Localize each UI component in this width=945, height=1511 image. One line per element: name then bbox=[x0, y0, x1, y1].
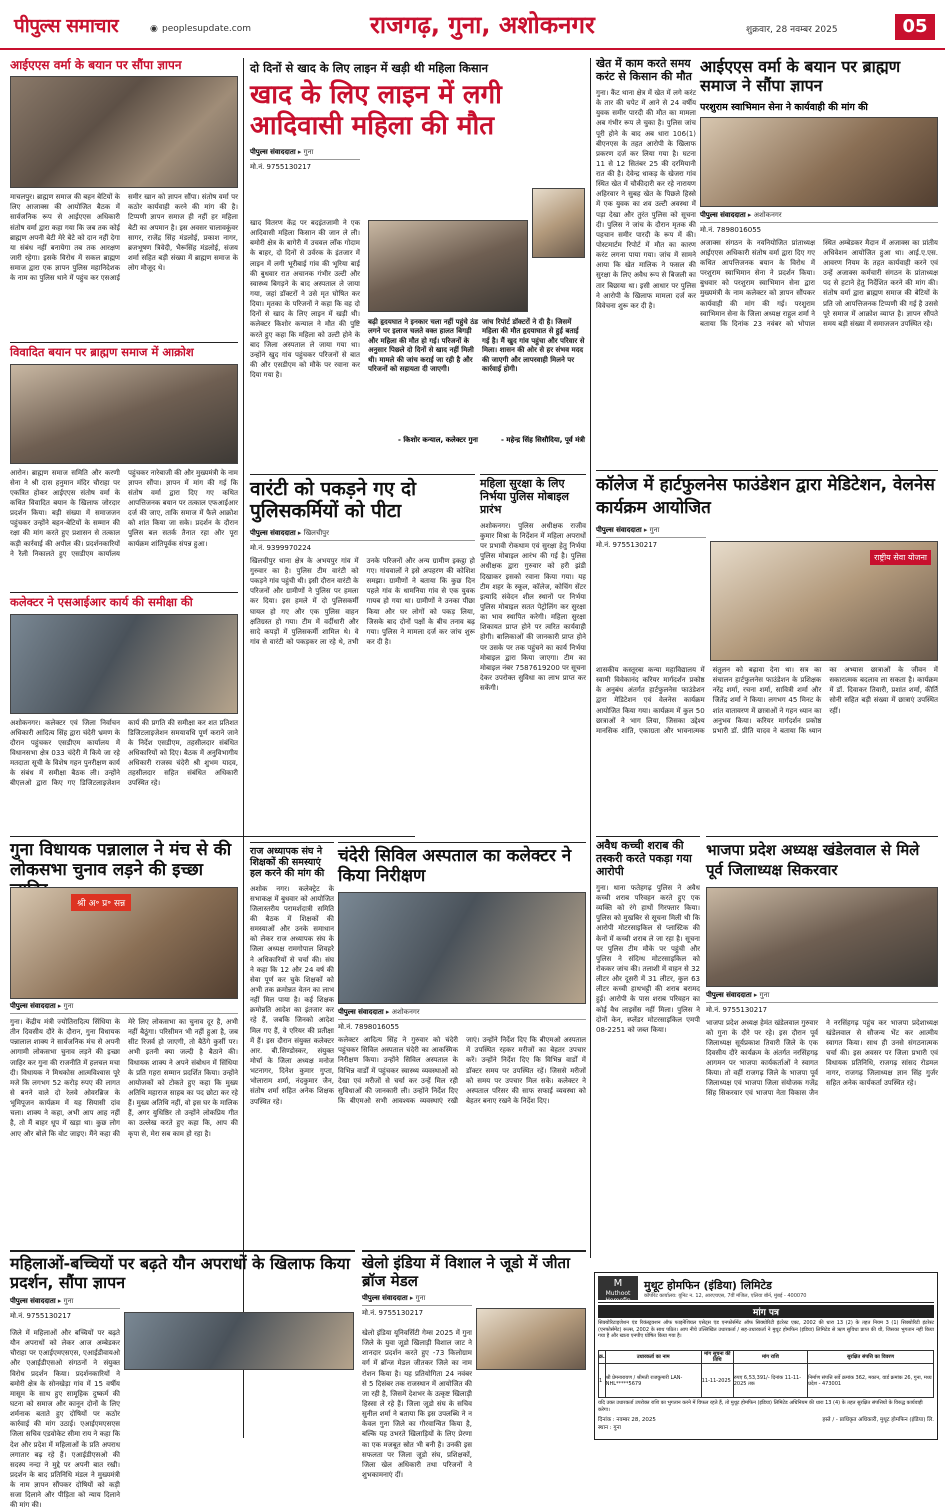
article-body: गुना। केंद्रीय मंत्री ज्योतिरादित्य सिंधिया के तीन दिवसीय दौरे के दौरान, गुना विधायक पन्नालाल शाक्य ने सार्वजनिक मंच से अपनी आगामी लोकसभा चुनाव लड़ने की इच्छा जाहिर कर गुना की राजनीति में हलचल मचा दी। विधायक ने मिथकोस आत्मविश्वास पूरे मजे कि लगभग 52 करोड़ रुपए की लागत से बनने वाले दो रेलवे ओवरब्रिज के भूमिपूजन कार्यक्रम में यह सियासी दांव चला। शाक्य ने कहा, अभी आप आह नहीं है, तो मैं बाहर धूप में खड़ा था। कुछ लोग आए और बोले कि वोट जाइए। मैंने कहा की मेरे लिए लोकसभा का चुनाव दूर है, अभी नहीं बैठूंगा। परिसीमन भी नहीं हुआ है, जब सीट रिजर्व हो जाएगी, तो बैठेंगे कुर्सी पर। अभी इतनी क्या जल्दी है बैठाने की। विधायक शाक्य ने अपने संबोधन में सिंधिया के प्रति गहरा सम्मान प्रदर्शित किया। उन्होंने आयोजकों को टोकते हुए कहा कि मुख्य अतिथि महाराज साहब का पद छोटा कर रहे हैं। मुख्य अतिथि नहीं, वो इस घर के मालिक हैं, अगर युधिष्ठिर तो उन्होंने लोकप्रिय गीत का उल्लेख करते हुए कहा कि, आप की कृपा से, मेरा सब काम हो रहा है। bbox=[10, 1018, 238, 1138]
reporter: पीपुल्स संवाददाता bbox=[250, 147, 296, 156]
masthead-region: राजगढ़, गुना, अशोकनगर bbox=[370, 11, 595, 39]
headline: राज अध्यापक संघ ने शिक्षकों की समस्याएं हल करने की मांग की bbox=[250, 846, 325, 880]
headline: गुना विधायक पन्नालाल ने मंच से की लोकसभा चुनाव लड़ने की इच्छा bbox=[10, 840, 232, 881]
ad-place: स्थान : गुना bbox=[598, 1425, 621, 1431]
byline: पीपुल्स संवाददाता ▸ अशोकनगर bbox=[700, 211, 938, 223]
ad-table-cell: 11-11-2025 bbox=[701, 1364, 733, 1398]
ad-intro: सिक्योरिटाइजेशन एंड रिकंस्ट्रक्शन ऑफ फाइनेंशियल एसेट्स एंड एनफोर्समेंट ऑफ सिक्योरिटी इंटरेस्ट एक्ट, 2002 की धारा 13 (2) के तहत नियम 3 (1) सिक्योरिटी इंटरेस्ट (एनफोर्समेंट) रूल्स, 2002 के साथ पठित। आप नीचे उल्लिखित उधारकर्ता / सह-उधारकर्ता ने मुथूट होमफिन (इंडिया) लिमिटेड से ऋण सुविधा प्राप्त की थी, जिसका भुगतान नहीं किया गया है और खाता एनपीए घोषित किया गया है। bbox=[598, 1320, 934, 1339]
place: गुना bbox=[63, 1296, 74, 1305]
mobile-number: मो.नं. 9399970224 bbox=[250, 543, 312, 552]
reporter: पीपुल्स संवाददाता bbox=[596, 525, 642, 534]
byline: पीपुल्स संवाददाता ▸ गुना bbox=[596, 526, 706, 538]
byline: पीपुल्स संवाददाता ▸ गुना bbox=[10, 1297, 120, 1309]
masthead-logo: पीपुल्स समाचार bbox=[14, 15, 119, 37]
article-body: गुना। कैंट थाना क्षेत्र में खेत में लगे करंट के तार की चपेट में आने से 24 वर्षीय युवक समीर पारदी की मौत का मामला अब गंभीर रूप ले चुका है। पुलिस जांच पूरी होने के बाद अब धारा 106(1) बीएनएस के तहत आरोपी के खिलाफ प्रकरण दर्ज कर लिया गया है। घटना 11 से 12 सितंबर 25 की दरमियानी रात की है। देवेन्द्र धाकड़ के खेजरा गांव स्थित खेत में चौकीदारी कर रहे नारायण अहिरवार ने सुबह खेत के पिछले हिस्से में एक युवक का शव उल्टी अवस्था में पड़ा देखा और तुरंत पुलिस को सूचना दी। पुलिस ने जांच के दौरान मृतक की पहचान समीर पारदी के रूप में की। पोस्टमार्टम रिपोर्ट में मौत का कारण करंट लगना पाया गया। जांच में सामने आया कि खेत मालिक ने फसल की सुरक्षा के लिए अवैध रूप से बिजली का तार बिछाया था। इसी आधार पर पुलिस ने आरोपी के खिलाफ मामला दर्ज कर विवेचना शुरू कर दी है। bbox=[596, 88, 696, 310]
article-body: माचलपुर। ब्राह्मण समाज की बहन बेटियों के लिए आजाक्स की आयोजित बैठक में सार्वजनिक रूप से आईएएस अधिकारी संतोष वर्मा द्वारा कहा गया कि जब तक कोई ब्राह्मण अपनी बेटी मेरे बेटे को दान नहीं देगा या संबंध नहीं बनायेगा तब तक आरक्षण जारी रहेगा। इसके विरोध में सकल ब्राह्मण समाज द्वारा एक ज्ञापन पुलिस महानिदेशक के नाम का पुलिस थाने में पहुंच कर एसआई समीर खान को ज्ञापन सौंपा। संतोष वर्मा पर कठोर कार्यवाही करने की मांग की है। टिप्पणी ज्ञापन समाज ही नहीं हर महिला बेटी का अपमान है। इस अवसर चालावकूंवर सागर, राजेंद्र सिंह मंडलोई, प्रकाश नागर, ब्रजभूषण त्रिवेदी, भैरूसिंह मंडलोई, संजय शर्मा सहित बड़ी संख्या में ब्राह्मण समाज के लोग मौजूद थे। bbox=[10, 193, 238, 283]
ad-table-header: क्र. bbox=[599, 1351, 606, 1364]
mobile-number: मो.नं. 7898016055 bbox=[338, 1023, 400, 1032]
ad-table-header: उधारकर्ता का नाम bbox=[605, 1351, 701, 1364]
article-farmer-killed-current bbox=[596, 58, 696, 463]
subheadline: परशुराम स्वाभिमान सेना ने कार्यवाही की मांग की bbox=[700, 101, 868, 113]
ad-table bbox=[598, 1350, 934, 1398]
article-electrocution bbox=[475, 398, 585, 470]
article-teachers-demand bbox=[250, 842, 334, 1246]
reporter: पीपुल्स संवाददाता bbox=[700, 210, 746, 219]
masthead-date: शुक्रवार, 28 नवम्बर 2025 bbox=[746, 25, 838, 35]
ad-table-header: मांग सूचना की तिथि bbox=[701, 1351, 733, 1364]
news-photo bbox=[10, 76, 238, 188]
news-photo bbox=[368, 220, 528, 312]
article-body: अशोक नगर। कलेक्ट्रेट के सभाकक्ष में बुधवार को आयोजित जिलास्तरीय परामर्शदात्री समिति की बैठक में शिक्षकों की समस्याओं और उनके समाधान को लेकर राज अध्यापक संघ के जिला अध्यक्ष रामगोपाल शिवहरे ने अधिकारियों से चर्चा की। संघ ने कहा कि 12 और 24 वर्ष की सेवा पूर्ण कर चुके शिक्षकों को अभी तक क्रमोन्नत वेतन का लाभ नहीं मिल पाया है। कई शिक्षक क्रमोन्नति आदेश का इंतजार कर रहे हैं, जबकि जिनको आदेश मिल गए हैं, वे एरियर की प्रतीक्षा में हैं। इस दौरान संयुक्त कलेक्टर आर. बी.सिण्डोस्कर, संयुक्त मोर्चा के जिला अध्यक्ष मनोज भटनागर, दिनेश कुमार गुप्ता, भोलाराम शर्मा, नंदकुमार जैन, संतोष शर्मा सहित अनेक शिक्षक उपस्थित रहे। bbox=[250, 884, 334, 1106]
byline: पीपुल्स संवाददाता ▸ अशोकनगर bbox=[338, 1008, 586, 1020]
news-photo bbox=[700, 117, 938, 207]
quote-author: - महेन्द्र सिंह सिसौदिया, पूर्व मंत्री bbox=[500, 436, 585, 444]
article-body: शासकीय कस्तूरबा कन्या महाविद्यालय में स्वामी विवेकानंद करियर मार्गदर्शन प्रकोष्ठ के अनुबंध अंतर्गत हार्टफुलनेस फाउंडेशन द्वारा मेडिटेशन एवं वेलनेस कार्यक्रम आयोजित किया गया। कार्यक्रम में कुल 50 छात्राओं ने भाग लिया, जिसका उद्देश्य मानसिक शांति, एकाग्रता और भावनात्मक संतुलन को बढ़ावा देना था। सत्र का संचालन हार्टफुलनेस फाउंडेशन के प्रशिक्षक नरेंद्र शर्मा, रचना शर्मा, सावित्री शर्मा और जितेंद्र शर्मा ने किया। लगभग 45 मिनट के शांत वातावरण में छात्राओं ने गहन ध्यान का अनुभव किया। करियर मार्गदर्शन प्रकोष्ठ प्रभारी डॉ. प्रीति यादव ने बताया कि ध्यान का अभ्यास छात्राओं के जीवन में सकारात्मक बदलाव ला सकता है। कार्यक्रम में डॉ. दिवाकर तिवारी, प्रशांत शर्मा, कीर्ति सोनी सहित बड़ी संख्या में छात्राएं उपस्थित रहीं। bbox=[596, 666, 938, 735]
mobile-number: मो.नं. 7898016055 bbox=[700, 225, 762, 234]
reporter: पीपुल्स संवाददाता bbox=[250, 528, 296, 537]
ad-logo: M Muthoot Homefin bbox=[598, 1276, 638, 1300]
ad-table-cell: रुपए 6,53,391/- दिनांक 11-11-2025 तक bbox=[733, 1364, 807, 1398]
article-body: गुना। थाना फतेहगढ़ पुलिस ने अवैध कच्ची शराब परिवहन करते हुए एक व्यक्ति को रंगे हाथों गिरफ्तार किया। पुलिस को मुखबिर से सूचना मिली थी कि आरोपी मोटरसाइकिल से प्लास्टिक की केनों में कच्ची शराब ले जा रहा है। सूचना पर पुलिस टीम मौके पर पहुंची और पुलिस ने संदिग्ध मोटरसाइकिल को रोककर जांच की। तलाशी में वाहन से 32 लीटर और दूसरी में 31 लीटर, कुल 63 लीटर कच्ची हाथभट्टी की शराब बरामद हुई। आरोपी के पास शराब परिवहन का कोई वैध लाइसेंस नहीं मिला। पुलिस ने दोनों केन, स्प्लेंडर मोटरसाइकिल एमपी 08-2251 को जब्त किया। bbox=[596, 883, 700, 1034]
kicker: दो दिनों से खाद के लिए लाइन में खड़ी थी महिला किसान bbox=[250, 61, 489, 75]
place: गुना bbox=[759, 990, 770, 999]
byline: पीपुल्स संवाददाता ▸ खिलचीपुर bbox=[250, 529, 475, 541]
reporter: पीपुल्स संवाददाता bbox=[338, 1008, 384, 1017]
photo-banner: राष्ट्रीय सेवा योजना bbox=[870, 550, 931, 565]
news-photo bbox=[10, 887, 238, 999]
masthead-website: peoplesupdate.com bbox=[162, 24, 251, 34]
article-police-beaten bbox=[250, 474, 475, 836]
place: अशोकनगर bbox=[391, 1008, 420, 1017]
headline: भाजपा प्रदेश अध्यक्ष खंडेलवाल से मिले पूर्व जिलाध्यक्ष सिकरवार bbox=[706, 841, 920, 880]
mobile-number: मो.नं. 9755130217 bbox=[362, 1309, 424, 1318]
news-photo bbox=[124, 1312, 354, 1370]
headline: वारंटी को पकड़ने गए दो पुलिसकर्मियों को पीटा bbox=[250, 478, 417, 523]
place: गुना bbox=[415, 1294, 426, 1303]
article-body: खिलचीपुर थाना क्षेत्र के अभयपुर गांव में गुरुवार का है। पुलिस टीम वारंटी को पकड़ने गांव पहुंची थी। इसी दौरान वारंटी के परिजनों और ग्रामीणों ने पुलिस पर हमला कर दिया। इस हमले में दो पुलिसकर्मी घायल हो गए और एक पुलिस वाहन क्षतिग्रस्त हो गया। टीम में वर्दीधारी और सादे कपड़ों में पुलिसकर्मी शामिल थे। वे गांव से वारंटी को पकड़कर ला रहे थे, तभी उनके परिजनों और अन्य ग्रामीण इकट्ठा हो गए। गांववालों ने इसे अपहरण की कोशिश समझा। ग्रामीणों ने बताया कि कुछ दिन पहले गांव के धामनिया गांव से एक युवक गायब हो गया था। ग्रामीणों ने उनका पीछा किया और घर लोगों को पकड़ लिया, जिसके बाद दोनों पक्षों के बीच तनाव बढ़ गया। पुलिस ने मामला दर्ज कर जांच शुरू कर दी है। bbox=[250, 556, 475, 646]
headline: कॉलेज में हार्टफुलनेस फाउंडेशन द्वारा मेडिटेशन, वेलनेस कार्यक्रम आयोजित bbox=[596, 475, 935, 518]
headline: विवादित बयान पर ब्राह्मण समाज में आक्रोश bbox=[10, 345, 194, 359]
headline: अवैध कच्ची शराब की तस्करी करते पकड़ा गया आरोपी bbox=[596, 839, 692, 878]
portrait-photo bbox=[532, 188, 585, 258]
headline: आईएएस वर्मा के बयान पर ब्राह्मण समाज ने सौंपा ज्ञापन bbox=[700, 57, 901, 95]
byline: पीपुल्स संवाददाता ▸ गुना bbox=[706, 991, 938, 1003]
reporter: पीपुल्स संवाददाता bbox=[10, 1002, 56, 1010]
news-photo bbox=[710, 541, 938, 661]
ad-date: दिनांक : नवम्बर 28, 2025 bbox=[598, 1417, 656, 1423]
news-photo bbox=[476, 1308, 586, 1370]
article-body: जिले में महिलाओं और बच्चियों पर बढ़ते यौन अपराधों को लेकर आज अम्बेडकर चौराहा पर एआईएमएसएस, एआईडीवायओ और एआईडीएसओ संगठनों ने संयुक्त विरोध प्रदर्शन किया। प्रदर्शनकारियों ने बमोरी क्षेत्र के सोनखेड़ा गांव में 15 वर्षीय मासूम के साथ हुए सामूहिक दुष्कर्म की घटना को समाज और कानून दोनों के लिए शर्मनाक बताते हुए दोषियों पर कठोर कार्रवाई की मांग उठाई। एआईएमएसएस जिला सचिव एडवोकेट सीमा राय ने कहा कि देश और प्रदेश में महिलाओं के प्रति अपराध लगातार बढ़ रहे हैं। एआईडीएसओ की सदस्य नन्दा ने मुद्दे पर अपनी बात रखी। प्रदर्शन के बाद प्रतिनिधि मंडल ने मुख्यमंत्री के नाम ज्ञापन सौंपकर दोषियों को कड़ी सजा दिलाने और पीड़िता को न्याय दिलाने की मांग की। bbox=[10, 1329, 120, 1510]
page-number: 05 bbox=[895, 14, 935, 40]
photo-banner: श्री अ॰ प्र॰ सन्न bbox=[71, 894, 131, 911]
ad-table-cell: श्री प्रेमनारायण / श्रीमती राजकुमारी LAN- NHL*****5679 bbox=[605, 1364, 701, 1398]
place: गुना bbox=[63, 1002, 74, 1010]
headline: महिला सुरक्षा के लिए निर्भया पुलिस मोबाइल प्रारंभ bbox=[480, 477, 569, 516]
quote-text: बढ़ी हृदयघात ने इनकार चला नहीं पहुंचे ठंड लगने पर इलाज चलते वक्त हालत बिगड़ी और महिला की मौत हो गई। परिजनों के अनुसार पिछले दो दिनों से खाद नहीं मिली थी। मामले की जांच कराई जा रही है और परिजनों को सहायता दी जाएगी। bbox=[368, 318, 479, 374]
ad-subtext: कॉर्पोरेट कार्यालय: यूनिट न. 12, आरएचएस, 7वीं मंजिल, एलिया बॉर्न, मुंबई - 400070 bbox=[644, 1292, 807, 1299]
ad-signoff bbox=[598, 1415, 934, 1431]
headline: खेत में काम करते समय करंट से किसान की मौत bbox=[596, 57, 692, 83]
headline: आईएएस वर्मा के बयान पर सौंपा ज्ञापन bbox=[10, 58, 182, 72]
article-heartfulness bbox=[596, 470, 938, 832]
headline: कलेक्टर ने एसआईआर कार्य की समीक्षा की bbox=[10, 595, 193, 609]
column-rule bbox=[590, 58, 591, 1258]
article-ias-verma-memo bbox=[10, 58, 238, 338]
news-photo bbox=[706, 887, 938, 987]
ad-table-cell: 1 bbox=[599, 1364, 606, 1398]
byline: पीपुल्स संवाददाता ▸ गुना bbox=[10, 1002, 238, 1014]
reporter: पीपुल्स संवाददाता bbox=[362, 1294, 408, 1303]
article-body: खाद वितरण केंद्र पर बदइंतजामी ने एक आदिवासी महिला किसान की जान ले ली। बमोरी क्षेत्र के बागेरी में उचवल लाँक गोदाम के बाहर, दो दिनों से उर्वरक के इंतजार में लाइन में लगी भूरीबाई गांव की भूरिया बाई की बुधवार रात अचानक गंभीर उल्टी और स्वास्थ्य बिगड़ने के बाद अस्पताल ले जाया गया, जहां डॉक्टरों ने उसे मृत घोषित कर दिया। मृतका के परिजनों ने कहा कि वह दो दिनों से खाद के लिए लाइन में खड़ी थी। कलेक्टर किशोर कन्याल ने मौत की पुष्टि करते हुए कहा कि महिला को उल्टी होने के बाद जिला अस्पताल ले जाया गया था। उन्होंने खुद गांव पहुंचकर परिजनों से बात की और एसडीएम को मौके पर रवाना कर दिया गया है। bbox=[250, 219, 360, 380]
ad-title: मांग पत्र bbox=[598, 1305, 934, 1318]
article-parshuram-sena bbox=[700, 58, 938, 463]
headline: महिलाओं-बच्चियों पर बढ़ते यौन अपराधों के खिलाफ किया प्रदर्शन, सौंपा ज्ञापन bbox=[10, 1254, 350, 1292]
quote-author: - किशोर कन्याल, कलेक्टर गुना bbox=[398, 436, 478, 444]
ad-company: मुथूट होमफिन (इंडिया) लिमिटेड bbox=[644, 1278, 772, 1292]
headline: चंदेरी सिविल अस्पताल का कलेक्टर ने किया निरीक्षण bbox=[338, 846, 572, 887]
article-body: अजाक्स संगठन के नवनियोजित प्रांताध्यक्ष आईएएस अधिकारी संतोष वर्मा द्वारा दिए गए कथित आपत्तिजनक बयान के विरोध में परशुराम स्वाभिमान सेना ने प्रदर्शन किया। बुधवार को परशुराम स्वाभिमान सेना द्वारा मुख्यमंत्री के नाम कलेक्टर को ज्ञापन सौंपकर कार्यवाही की मांग की गई। परशुराम स्वाभिमान सेना के जिला अध्यक्ष राहुल शर्मा ने बताया कि दिनांक 23 नवंबर को भोपाल स्थित अम्बेडकर मैदान में अजाक्स का प्रांतीय अधिवेशन आयोजित हुआ था। आई.ए.एस. आवरण नियम के तहत कार्यवाही करने एवं उन्हें अजाक्स कर्मचारी संगठन के प्रांताध्यक्ष पद से हटाने हेतु निर्देशित करने की मांग की। संतोष वर्मा द्वारा ब्राह्मण समाज की बेटियों के प्रति जो आपत्तिजनक टिप्पणी की गई है उससे पूरे समाज में आक्रोश व्याप्त है। ज्ञापन सौंपते समय बड़ी संख्या में समाजजन उपस्थित रहे। bbox=[700, 238, 938, 328]
mobile-number: मो.नं. 9755130217 bbox=[706, 1005, 768, 1014]
article-chanderi-hospital bbox=[338, 842, 586, 1246]
ad-table-cell: निर्माण संपत्ति सर्वे क्रमांक 362, मकान, वार्ड क्रमांक 26, गुना, मध्य प्रदेश - 473001 bbox=[808, 1364, 934, 1398]
ad-footer: यदि उक्त उधारकर्ता उपरोक्त राशि का भुगतान करने में विफल रहते हैं, तो मुथूट होमफिन (इंडिया) लिमिटेड अधिनियम की धारा 13 (4) के तहत सुरक्षित संपत्तियों के विरुद्ध कार्यवाही करेगा। bbox=[598, 1400, 923, 1413]
article-body: कलेक्टर आदित्य सिंह ने गुरुवार को चंदेरी पहुंचकर सिविल अस्पताल चंदेरी का आकस्मिक निरीक्षण किया। उन्होंने सिविल अस्पताल के विभिन्न वार्डों में पहुंचकर स्वास्थ्य व्यवस्थाओं को देखा एवं मरीजों से चर्चा कर उन्हें मिल रही सुविधाओं की जानकारी ली। उन्होंने निर्देश दिए कि बीएमओ सभी आवश्यक व्यवस्थाएं रखी जाएं। उन्होंने निर्देश दिए कि बीएमओ अस्पताल में उपस्थित रहकर मरीजों का बेहतर उपचार करें। उन्होंने निर्देश दिए कि विभिन्न वार्डों में डॉक्टर समय पर उपस्थित रहें। जिससे मरीजों को समय पर उपचार मिल सके। कलेक्टर ने अस्पताल परिसर की साफ सफाई व्यवस्था को बेहतर बनाए रखने के निर्देश दिए। bbox=[338, 1036, 586, 1105]
article-bjp-khandelwal bbox=[706, 836, 938, 1246]
headline: खेलो इंडिया में विशाल ने जूडो में जीता ब्रॉज मेडल bbox=[362, 1254, 570, 1290]
reporter: पीपुल्स संवाददाता bbox=[10, 1296, 56, 1305]
reporter: पीपुल्स संवाददाता bbox=[706, 990, 752, 999]
byline: पीपुल्स संवाददाता ▸ गुना bbox=[362, 1294, 472, 1306]
quote-box bbox=[368, 318, 478, 466]
news-photo bbox=[10, 614, 238, 714]
globe-icon: ◉ bbox=[150, 24, 158, 34]
article-collector-sir-review bbox=[10, 592, 238, 830]
place: गुना bbox=[649, 525, 660, 534]
ad-header bbox=[598, 1276, 934, 1303]
article-judo-bronze bbox=[362, 1250, 586, 1479]
advertisement-demand-notice bbox=[594, 1272, 938, 1440]
article-nirbhaya-mobile bbox=[480, 474, 586, 836]
article-body: खेलो इंडिया यूनिवर्सिटी गेम्स 2025 में गुना जिले के युवा जूडो खिलाड़ी विशाल जाट ने शानदार प्रदर्शन करते हुए -73 किलोग्राम वर्ग में ब्रॉन्ज मेडल जीतकर जिले का नाम रोशन किया है। यह प्रतियोगिता 24 नवंबर से 5 दिसंबर तक राजस्थान में आयोजित की जा रही है, जिसमें देशभर के उत्कृष्ट खिलाड़ी हिस्सा ले रहे हैं। जिला जूडो संघ के सचिव सुनील शर्मा ने बताया कि इस उपलब्धि ने न केवल गुना जिले का गौरवान्वित किया है, बल्कि यह उभरते खिलाड़ियों के लिए प्रेरणा का एक मजबूत स्रोत भी बनी है। उनकी इस सफलता पर जिला जूडो संघ, प्रशिक्षकों, जिला खेल अधिकारी तथा परिजनों ने शुभकामनाएं दीं। bbox=[362, 1329, 472, 1479]
ad-table-header: सुरक्षित संपत्ति का विवरण bbox=[808, 1351, 934, 1364]
article-body: आरोन। ब्राह्मण समाज समिति और करणी सेना ने श्री दास हनुमान मंदिर चौराहा पर एकत्रित होकर आईएएस संतोष वर्मा के कथित विवादित बयान के खिलाफ जोरदार प्रदर्शन किया। बड़ी संख्या में समाजजन पहुंचकर उन्होंने बहन-बेटियों के सम्मान की रक्षा की मांग करते हुए प्रशासन से तत्काल कड़ी कार्रवाई की अपील की। प्रदर्शनकारियों ने रैली निकालते हुए एसडीएम कार्यालय पहुंचकर नारेबाजी की और मुख्यमंत्री के नाम ज्ञापन सौंपा। ज्ञापन में मांग की गई कि संतोष वर्मा द्वारा दिए गए कथित आपत्तिजनक बयान पर तत्काल एफआईआर दर्ज की जाए, ताकि समाज में फैले आक्रोश को शांत किया जा सके। प्रदर्शन के दौरान पुलिस बल सतर्क तैनात रहा और पूरा कार्यक्रम शांतिपूर्वक संपन्न हुआ। bbox=[10, 468, 238, 558]
article-women-protest bbox=[10, 1250, 355, 1510]
ad-sign: हस्ते / - प्राधिकृत अधिकारी, मुथूट होमफिन (इंडिया) लि. bbox=[822, 1417, 934, 1423]
headline: खाद के लिए लाइन में लगी आदिवासी महिला की मौत bbox=[250, 79, 502, 141]
ad-table-header: मांग राशि bbox=[733, 1351, 807, 1364]
place: अशोकनगर bbox=[753, 210, 782, 219]
article-body: अशोकनगर। पुलिस अधीक्षक राजीव कुमार मिश्रा के निर्देशन में महिला अपराधों पर प्रभावी रोकथाम एवं सुरक्षा हेतु निर्भया पुलिस मोबाइल आरंभ की गई है। पुलिस अधीक्षक द्वारा गुरुवार को हरी झंडी दिखाकर इसको रवाना किया गया। यह टीम शहर के स्कूल, कॉलेज, कोचिंग सेंटर इत्यादि संवेदन शील स्थानों पर निर्भया पुलिस मोबाइल सतत पेट्रोलिंग कर सुरक्षा का भाव स्थापित करेगी। महिला सुरक्षा शिकायत प्राप्त होने पर त्वरित कार्यवाही होगी। बालिकाओं की जानकारी प्राप्त होने पर उसके पर तक पहुंचने का कार्य निर्भया मोबाइल द्वारा किया जाएगा। टीम का मोबाइल नंबर 7587619200 पर सूचना देकर उपरोक्त सुविधा का लाभ प्राप्त कर सकेंगी। bbox=[480, 521, 586, 693]
ad-company-block bbox=[644, 1278, 806, 1299]
article-body: अशोकनगर। कलेक्टर एवं जिला निर्वाचन अधिकारी आदित्य सिंह द्वारा चंदेरी भ्रमण के दौरान पहुंचकर एसडीएम कार्यालय में विधानसभा क्षेत्र 033 चंदेरी में किये जा रहे मतदाता सूची के विशेष गहन पुनरीक्षण कार्य के संबंध में समीक्षा बैठक ली। उन्होंने बीएलओ द्वारा किए गए डिजिटलाइजेशन कार्य की प्रगति की समीक्षा कर शत प्रतिशत डिजिटलाइजेशन समयावधि पूर्ण कराने जाने के निर्देश एसडीएम, तहसीलदार संबंधित अधिकारियों को दिए। बैठक में अनुविभागीय अधिकारी राजस्व चंदेरी श्री शुभम यादव, तहसीलदार सहित संबंधित अधिकारी उपस्थित रहे। bbox=[10, 718, 238, 788]
mobile-number: मो.नं. 9755130217 bbox=[596, 540, 658, 549]
mobile-number: मो.नं. 9755130217 bbox=[250, 162, 312, 171]
byline: पीपुल्स संवाददाता ▸ गुना bbox=[250, 148, 360, 160]
article-illegal-liquor bbox=[596, 836, 700, 1246]
place: खिलचीपुर bbox=[303, 528, 330, 537]
news-photo bbox=[338, 892, 586, 1004]
quote-text: जांच रिपोर्ट डॉक्टरों ने दी है। जिसमें महिला की मौत हृदयाघात से हुई बताई गई है। मैं खुद गांव पहुंचा और परिवार से मिला। शासन की ओर से हर संभव मदद की जाएगी और लापरवाही मिलने पर कार्रवाई होगी। bbox=[482, 318, 585, 374]
place: गुना bbox=[303, 147, 314, 156]
article-body: भाजपा प्रदेश अध्यक्ष हेमंत खंडेलवाल गुरुवार को गुना के दौरे पर रहे। इस दौरान पूर्व जिलाध्यक्ष सूर्यप्रकाश तिवारी जिले के एक दिवसीय दौरे कार्यक्रम के अंतर्गत नरसिंहगढ़ आगमन पर भाजपा कार्यकर्ताओं ने स्वागत किया। तो वहीं राजगढ़ जिले के भाजपा पूर्व जिलाध्यक्ष एवं भाजपा जिला संयोजक गजेंद्र सिंह सिकरवार एवं भाजपा नेता विकास जैन ने नरसिंहगढ़ पहुंच कर भाजपा प्रदेशाध्यक्ष खंडेलवाल से सौजन्य भेंट कर आत्मीय स्वागत किया। साथ ही उनसे संगठनात्मक चर्चा की। इस अवसर पर जिला प्रभारी एवं विधायक प्रतिनिधि, राजगढ़ सांसद रोडमल नागर, राजगढ़ जिलाध्यक्ष ज्ञान सिंह गुर्जर सहित अनेक कार्यकर्ता उपस्थित रहे। bbox=[706, 1018, 938, 1098]
ad-logo-text: Muthoot Homefin bbox=[605, 1290, 631, 1305]
mobile-number: मो.नं. 9755130217 bbox=[10, 1311, 72, 1320]
masthead bbox=[0, 0, 945, 50]
article-brahmin-protest bbox=[10, 342, 238, 587]
news-photo bbox=[10, 364, 238, 464]
